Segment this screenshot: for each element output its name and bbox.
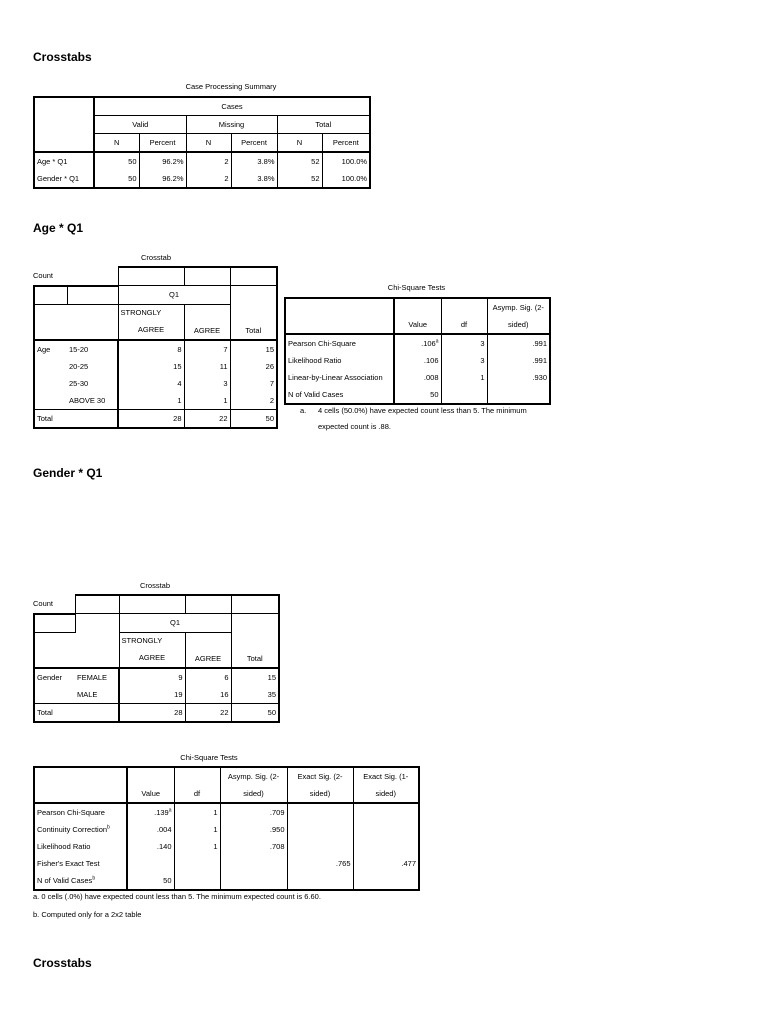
cell-total: 7 [230, 375, 277, 392]
count-spacer [34, 595, 75, 614]
cell-agree: 22 [184, 409, 230, 428]
cell-df [174, 855, 220, 872]
row-label: Likelihood Ratio [34, 838, 127, 855]
header-total: Total [277, 116, 370, 134]
row-label: Gender * Q1 [34, 170, 94, 188]
blank-cell [185, 632, 231, 650]
blank-cell [67, 286, 118, 305]
cell-total: 15 [231, 668, 279, 686]
gender-chi-square-table [33, 766, 420, 891]
table-row [34, 170, 370, 188]
table-row [34, 821, 419, 838]
cell-asymp-sig [220, 855, 287, 872]
cell-strongly-agree: 1 [118, 392, 184, 410]
cell-strongly-agree: 9 [119, 668, 185, 686]
table-row [34, 838, 419, 855]
blank-cell [34, 358, 67, 375]
cell-sig: .991 [487, 334, 550, 352]
age-chi-square-table [284, 297, 551, 405]
gender-chi-footnote-a: a. 0 cells (.0%) have expected count less than 5. The minimum expected count is 6.60. [33, 892, 321, 901]
age-crosstab-count-label: Count [33, 271, 54, 280]
header-asymp-sided: sided) [220, 785, 287, 803]
cell-df: 3 [441, 334, 487, 352]
gender-chi-title: Chi-Square Tests [180, 753, 238, 762]
table-row [34, 855, 419, 872]
header-row-q1 [34, 286, 277, 305]
header-strongly-agree: AGREE [118, 322, 184, 340]
row-label: N of Valid Cases$^b$ [34, 872, 127, 890]
blank-cell [75, 595, 119, 614]
cell-df: 1 [174, 821, 220, 838]
row-label: Fisher's Exact Test [34, 855, 127, 872]
cell-value: .139$^a$ [127, 803, 174, 821]
table-row [285, 334, 550, 352]
corner-cell [34, 97, 94, 152]
blank-cell [118, 267, 184, 286]
row-variable: Age [34, 340, 67, 358]
row-label: 20-25 [67, 358, 118, 375]
corner-cell [285, 298, 394, 334]
cell-agree: 1 [184, 392, 230, 410]
age-chi-footnote-line1: 4 cells (50.0%) have expected count less than 5. The minimum [318, 406, 527, 415]
cell-valid-n: 50 [94, 170, 139, 188]
footnote-marker: a [435, 338, 439, 345]
cell-exact-2: .765 [287, 855, 353, 872]
cell-agree: 16 [185, 686, 231, 704]
cell-strongly-agree: 15 [118, 358, 184, 375]
cell-total-n: 52 [277, 170, 322, 188]
header-exact-1-sided: sided) [353, 785, 419, 803]
cell-total-percent: 100.0% [322, 170, 370, 188]
cell-value: .106$^a$ [394, 334, 441, 352]
cell-missing-n: 2 [186, 152, 231, 170]
table-row [34, 340, 277, 358]
cell-total-n: 52 [277, 152, 322, 170]
blank-cell [34, 375, 67, 392]
header-strongly: STRONGLY [119, 632, 185, 650]
footnote-marker: a [168, 807, 172, 814]
table-row [34, 803, 419, 821]
header-n: N [94, 134, 139, 153]
cell-agree: 6 [185, 668, 231, 686]
cell-strongly-agree: 4 [118, 375, 184, 392]
header-asymp-sig: Asymp. Sig. (2- [487, 298, 550, 316]
age-crosstab-title: Crosstab [140, 253, 171, 262]
header-exact-sig-2: Exact Sig. (2- [287, 767, 353, 785]
cell-valid-percent: 96.2% [139, 152, 186, 170]
blank-cell [34, 304, 118, 340]
cell-asymp-sig: .950 [220, 821, 287, 838]
gender-chi-footnote-b: b. Computed only for a 2x2 table [33, 910, 142, 919]
row-label: MALE [75, 686, 119, 704]
row-label: Linear-by-Linear Association [285, 369, 394, 386]
cell-exact-2 [287, 838, 353, 855]
cell-df: 3 [441, 352, 487, 369]
blank-cell [34, 614, 75, 633]
header-value: Value [394, 298, 441, 334]
cell-asymp-sig: .709 [220, 803, 287, 821]
header-percent: Percent [322, 134, 370, 153]
cell-df: 1 [174, 803, 220, 821]
cell-df: 1 [441, 369, 487, 386]
blank-cell [34, 286, 67, 305]
age-crosstab-table [33, 266, 278, 429]
header-exact-sig-1: Exact Sig. (1- [353, 767, 419, 785]
cell-exact-2 [287, 803, 353, 821]
cell-value [127, 855, 174, 872]
blank-cell [230, 267, 277, 286]
row-label: Age * Q1 [34, 152, 94, 170]
cell-asymp-sig: .708 [220, 838, 287, 855]
cell-total: 50 [231, 703, 279, 722]
cell-exact-1 [353, 803, 419, 821]
header-row-top [34, 267, 277, 286]
cell-missing-percent: 3.8% [231, 152, 277, 170]
cell-value: .008 [394, 369, 441, 386]
blank-cell [184, 304, 230, 322]
row-label: Likelihood Ratio [285, 352, 394, 369]
table-row [34, 392, 277, 410]
corner-cell [34, 767, 127, 803]
header-percent: Percent [139, 134, 186, 153]
header-df: df [441, 298, 487, 334]
header-asymp-sig: Asymp. Sig. (2- [220, 767, 287, 785]
table-row [34, 668, 279, 686]
gender-crosstab-table [33, 594, 280, 723]
cell-total: 15 [230, 340, 277, 358]
header-cases: Cases [94, 97, 370, 116]
header-total: Total [231, 614, 279, 668]
cell-agree: 7 [184, 340, 230, 358]
cell-exact-1: .477 [353, 855, 419, 872]
table-row [285, 369, 550, 386]
header-percent: Percent [231, 134, 277, 153]
header-agree: AGREE [184, 322, 230, 340]
header-row-q1 [34, 614, 279, 633]
table-row [34, 375, 277, 392]
header-n: N [277, 134, 322, 153]
blank-cell [184, 267, 230, 286]
cell-value: 50 [127, 872, 174, 890]
row-label-total: Total [34, 409, 118, 428]
header-value: Value [127, 767, 174, 803]
total-row [34, 703, 279, 722]
cell-exact-1 [353, 872, 419, 890]
table-row [34, 152, 370, 170]
cell-strongly-agree: 28 [118, 409, 184, 428]
cell-total: 2 [230, 392, 277, 410]
cell-exact-1 [353, 838, 419, 855]
header-valid: Valid [94, 116, 186, 134]
cell-valid-n: 50 [94, 152, 139, 170]
cell-exact-2 [287, 821, 353, 838]
section-heading-crosstabs: Crosstabs [33, 956, 92, 970]
row-label: N of Valid Cases [285, 386, 394, 404]
header-strongly-agree: AGREE [119, 650, 185, 668]
row-label: ABOVE 30 [67, 392, 118, 410]
cell-total: 35 [231, 686, 279, 704]
header-row [34, 767, 419, 785]
header-row-cases [34, 97, 370, 116]
cell-sig: .930 [487, 369, 550, 386]
header-n: N [186, 134, 231, 153]
blank-cell [119, 595, 185, 614]
count-spacer [34, 267, 118, 286]
cell-agree: 22 [185, 703, 231, 722]
header-total: Total [230, 286, 277, 340]
header-asymp-sided: sided) [487, 316, 550, 334]
cell-value: .004 [127, 821, 174, 838]
cell-total-percent: 100.0% [322, 152, 370, 170]
row-label: Pearson Chi-Square [285, 334, 394, 352]
cell-missing-percent: 3.8% [231, 170, 277, 188]
cell-missing-n: 2 [186, 170, 231, 188]
cell-exact-1 [353, 821, 419, 838]
total-row [34, 409, 277, 428]
case-summary-title: Case Processing Summary [185, 82, 277, 91]
cell-strongly-agree: 19 [119, 686, 185, 704]
header-row-top [34, 595, 279, 614]
header-row [285, 298, 550, 316]
table-row [34, 358, 277, 375]
cell-agree: 3 [184, 375, 230, 392]
header-df: df [174, 767, 220, 803]
row-label: FEMALE [75, 668, 119, 686]
header-agree: AGREE [185, 650, 231, 668]
cell-value: .106 [394, 352, 441, 369]
blank-cell [185, 595, 231, 614]
blank-cell [34, 392, 67, 410]
header-q1: Q1 [118, 286, 230, 305]
row-label-total: Total [34, 703, 119, 722]
section-heading-age-q1: Age * Q1 [33, 221, 84, 235]
row-label: 15-20 [67, 340, 118, 358]
cell-value: 50 [394, 386, 441, 404]
row-label: Continuity Correction$^b$ [34, 821, 127, 838]
header-missing: Missing [186, 116, 277, 134]
section-heading-gender-q1: Gender * Q1 [33, 466, 103, 480]
table-row [34, 686, 279, 704]
row-label: 25-30 [67, 375, 118, 392]
gender-crosstab-count-label: Count [33, 599, 54, 608]
age-chi-footnote-marker: a. [300, 406, 307, 415]
cell-value: .140 [127, 838, 174, 855]
blank-cell [34, 686, 75, 704]
header-strongly: STRONGLY [118, 304, 184, 322]
cell-valid-percent: 96.2% [139, 170, 186, 188]
cell-total: 50 [230, 409, 277, 428]
table-row [285, 352, 550, 369]
header-q1: Q1 [119, 614, 231, 633]
case-processing-summary-table [33, 96, 371, 189]
header-exact-2-sided: sided) [287, 785, 353, 803]
row-variable: Gender [34, 668, 75, 686]
cell-strongly-agree: 8 [118, 340, 184, 358]
section-heading-crosstabs: Crosstabs [33, 50, 92, 64]
blank-cell [75, 614, 119, 633]
cell-strongly-agree: 28 [119, 703, 185, 722]
age-chi-footnote-line2: expected count is .88. [318, 422, 391, 431]
cell-total: 26 [230, 358, 277, 375]
cell-df: 1 [174, 838, 220, 855]
cell-agree: 11 [184, 358, 230, 375]
footnote-marker: b [107, 824, 110, 831]
blank-cell [34, 632, 119, 668]
blank-cell [231, 595, 279, 614]
age-chi-title: Chi-Square Tests [387, 283, 446, 292]
gender-crosstab-title: Crosstab [139, 581, 170, 590]
cell-sig: .991 [487, 352, 550, 369]
row-label: Pearson Chi-Square [34, 803, 127, 821]
footnote-marker: b [92, 875, 96, 882]
